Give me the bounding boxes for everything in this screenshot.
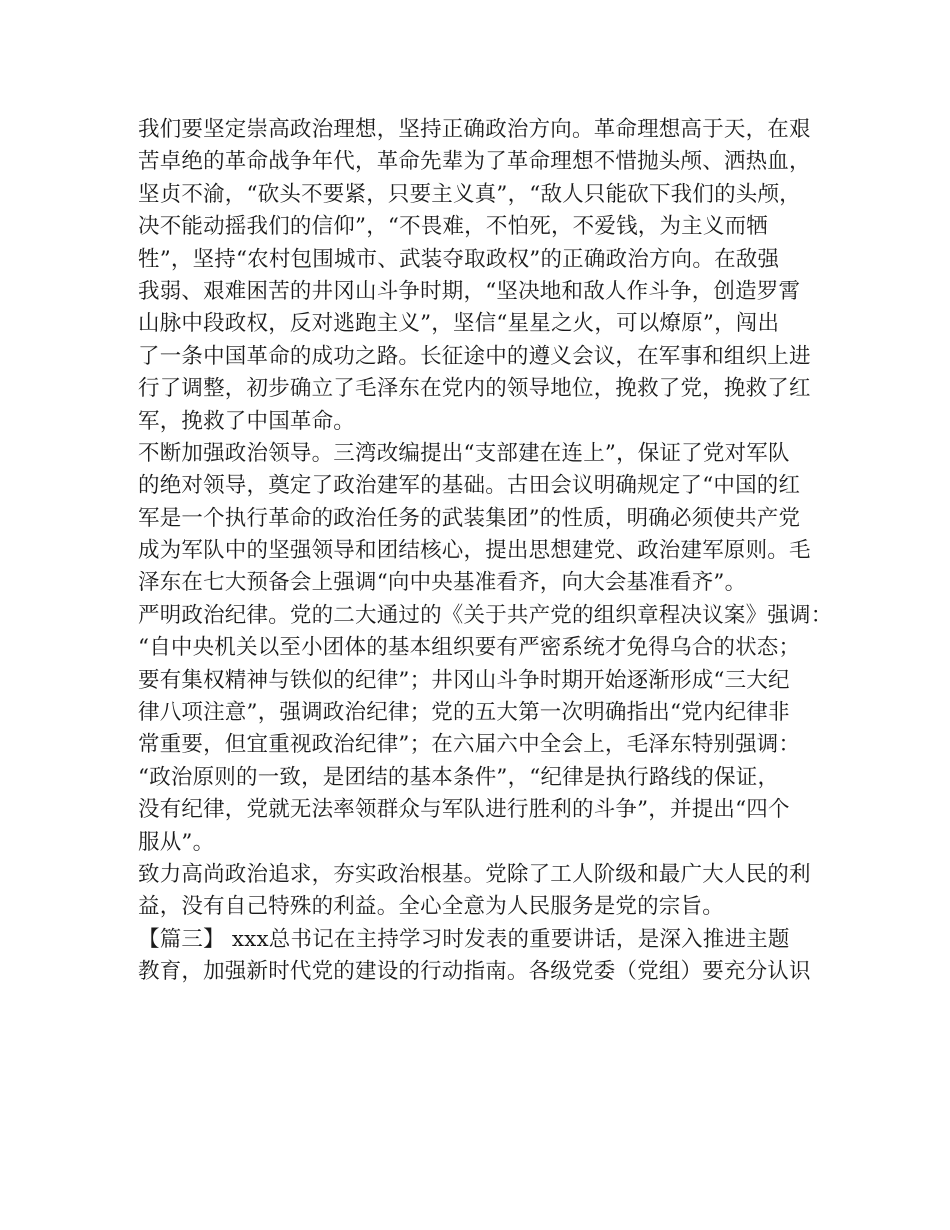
text-line: 服从”。 bbox=[138, 829, 215, 855]
text-line: 坚贞不渝，“砍头不要紧，只要主义真”，“敌人只能砍下我们的头颅， bbox=[138, 181, 801, 207]
text-line: “自中央机关以至小团体的基本组织要有严密系统才免得乌合的状态； bbox=[138, 635, 801, 661]
text-line: 要有集权精神与铁似的纪律”；井冈山斗争时期开始逐渐形成“三大纪 bbox=[138, 667, 790, 693]
text-line: 教育，加强新时代党的建设的行动指南。各级党委（党组）要充分认识 bbox=[138, 959, 811, 985]
text-line: 益，没有自己特殊的利益。全心全意为人民服务是党的宗旨。 bbox=[138, 894, 724, 920]
text-line: 没有纪律，党就无法率领群众与军队进行胜利的斗争”，并提出“四个 bbox=[138, 797, 790, 823]
text-line: 成为军队中的坚强领导和团结核心，提出思想建党、政治建军原则。毛 bbox=[138, 538, 811, 564]
text-line: 牲”，坚持“农村包围城市、武装夺取政权”的正确政治方向。在敌强 bbox=[138, 246, 780, 272]
text-line: 的绝对领导，奠定了政治建军的基础。古田会议明确规定了“中国的红 bbox=[138, 473, 801, 499]
text-line: 军，挽救了中国革命。 bbox=[138, 408, 356, 434]
text-line: 严明政治纪律。党的二大通过的《关于共产党的组织章程决议案》强调： bbox=[138, 602, 833, 628]
text-line: 常重要，但宜重视政治纪律”；在六届六中全会上，毛泽东特别强调： bbox=[138, 732, 801, 758]
text-line: 苦卓绝的革命战争年代，革命先辈为了革命理想不惜抛头颅、洒热血， bbox=[138, 149, 811, 175]
document-body bbox=[138, 114, 833, 989]
text-line: 泽东在七大预备会上强调“向中央基准看齐，向大会基准看齐”。 bbox=[138, 570, 747, 596]
text-line: “政治原则的一致，是团结的基本条件”，“纪律是执行路线的保证， bbox=[138, 764, 780, 790]
text-line: 了一条中国革命的成功之路。长征途中的遵义会议，在军事和组织上进 bbox=[138, 343, 811, 369]
text-line: 我们要坚定崇高政治理想，坚持正确政治方向。革命理想高于天，在艰 bbox=[138, 117, 811, 142]
text-line: 行了调整，初步确立了毛泽东在党内的领导地位，挽救了党，挽救了红 bbox=[138, 376, 811, 402]
text-line: 【篇三】 xxx总书记在主持学习时发表的重要讲话，是深入推进主题 bbox=[138, 926, 790, 952]
text-line: 我弱、艰难困苦的井冈山斗争时期，“坚决地和敌人作斗争，创造罗霄 bbox=[138, 278, 801, 304]
text-line: 致力高尚政治追求，夯实政治根基。党除了工人阶级和最广大人民的利 bbox=[138, 861, 811, 887]
text-line: 决不能动摇我们的信仰”，“不畏难，不怕死，不爱钱，为主义而牺 bbox=[138, 214, 768, 240]
text-line: 律八项注意”，强调政治纪律；党的五大第一次明确指出“党内纪律非 bbox=[138, 700, 790, 726]
text-line: 山脉中段政权，反对逃跑主义”，坚信“星星之火，可以燎原”，闯出 bbox=[138, 311, 780, 337]
text-line: 军是一个执行革命的政治任务的武装集团”的性质，明确必须使共产党 bbox=[138, 505, 801, 531]
text-line: 不断加强政治领导。三湾改编提出“支部建在连上”，保证了党对军队 bbox=[138, 440, 790, 466]
